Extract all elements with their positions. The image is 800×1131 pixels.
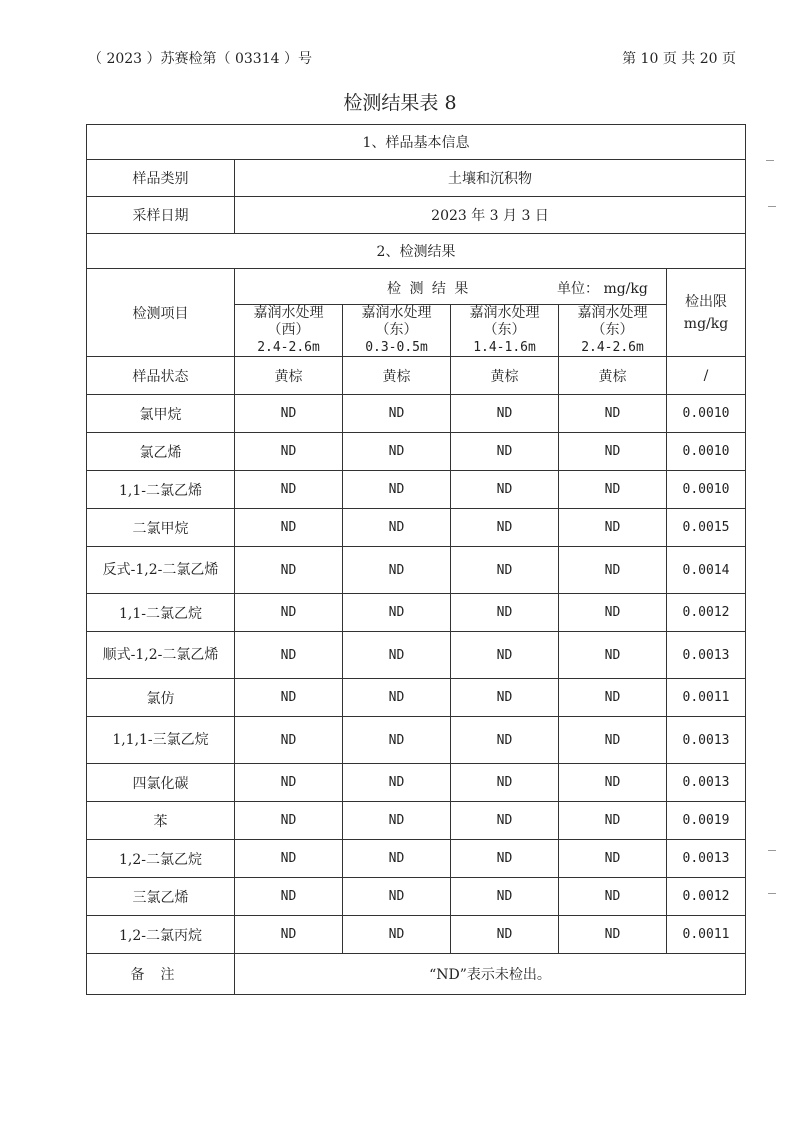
result-value: ND bbox=[451, 433, 559, 471]
table-row bbox=[87, 594, 746, 632]
result-value: ND bbox=[343, 878, 451, 916]
section-results-heading: 2、检测结果 bbox=[87, 234, 746, 269]
table-row bbox=[87, 764, 746, 802]
result-value: ND bbox=[451, 802, 559, 840]
result-value: ND bbox=[559, 632, 667, 679]
note-text: “ND”表示未检出。 bbox=[235, 954, 746, 995]
result-value: ND bbox=[559, 802, 667, 840]
result-value: ND bbox=[235, 547, 343, 594]
result-value: ND bbox=[235, 433, 343, 471]
scan-mark bbox=[768, 206, 776, 207]
result-value: ND bbox=[559, 547, 667, 594]
sample-header-1 bbox=[235, 305, 343, 357]
sampling-date-value: 2023 年 3 月 3 日 bbox=[235, 197, 746, 234]
table-row bbox=[87, 717, 746, 764]
sample-depth: 2.4-2.6m bbox=[257, 340, 320, 355]
item-name: 1,1-二氯乙烷 bbox=[87, 594, 235, 632]
result-value: ND bbox=[343, 840, 451, 878]
result-header-cell bbox=[235, 269, 667, 305]
sample-location: （东） bbox=[483, 322, 526, 338]
detection-limit: 0.0012 bbox=[667, 878, 746, 916]
result-value: ND bbox=[559, 395, 667, 433]
result-value: ND bbox=[343, 764, 451, 802]
result-value: ND bbox=[343, 916, 451, 954]
item-name: 氯甲烷 bbox=[87, 395, 235, 433]
result-value: ND bbox=[343, 509, 451, 547]
sample-location: （东） bbox=[375, 322, 418, 338]
result-value: ND bbox=[235, 717, 343, 764]
sample-category-label: 样品类别 bbox=[87, 160, 235, 197]
result-value: ND bbox=[451, 679, 559, 717]
result-value: ND bbox=[235, 632, 343, 679]
result-value: ND bbox=[235, 594, 343, 632]
item-column-header: 检测项目 bbox=[87, 269, 235, 357]
result-value: ND bbox=[559, 717, 667, 764]
sample-name: 嘉润水处理 bbox=[361, 305, 432, 321]
result-value: ND bbox=[343, 632, 451, 679]
result-value: ND bbox=[343, 717, 451, 764]
result-value: ND bbox=[559, 878, 667, 916]
sample-category-value: 土壤和沉积物 bbox=[235, 160, 746, 197]
report-number: （ 2023 ）苏赛检第（ 03314 ）号 bbox=[88, 51, 312, 67]
result-value: ND bbox=[559, 679, 667, 717]
section-basic-info-heading: 1、样品基本信息 bbox=[87, 125, 746, 160]
scan-mark bbox=[766, 160, 774, 161]
result-value: ND bbox=[559, 594, 667, 632]
item-name: 顺式-1,2-二氯乙烯 bbox=[87, 632, 235, 679]
table-row bbox=[87, 632, 746, 679]
state-label: 样品状态 bbox=[87, 357, 235, 395]
result-value: ND bbox=[235, 679, 343, 717]
item-name: 1,1,1-三氯乙烷 bbox=[87, 717, 235, 764]
result-value: ND bbox=[451, 840, 559, 878]
item-name: 1,2-二氯乙烷 bbox=[87, 840, 235, 878]
result-value: ND bbox=[559, 840, 667, 878]
item-name: 三氯乙烯 bbox=[87, 878, 235, 916]
result-value: ND bbox=[343, 471, 451, 509]
result-value: ND bbox=[343, 433, 451, 471]
results-table bbox=[86, 124, 746, 995]
table-row bbox=[87, 471, 746, 509]
result-value: ND bbox=[235, 471, 343, 509]
result-value: ND bbox=[343, 395, 451, 433]
result-value: ND bbox=[235, 840, 343, 878]
result-value: ND bbox=[343, 547, 451, 594]
unit-header: 单位： mg/kg bbox=[557, 281, 648, 297]
item-name: 四氯化碳 bbox=[87, 764, 235, 802]
sample-state-row bbox=[87, 357, 746, 395]
result-value: ND bbox=[235, 802, 343, 840]
scan-mark bbox=[768, 893, 776, 894]
item-name: 氯仿 bbox=[87, 679, 235, 717]
detection-limit: 0.0015 bbox=[667, 509, 746, 547]
table-row bbox=[87, 878, 746, 916]
page-info: 第 10 页 共 20 页 bbox=[622, 51, 736, 67]
table-row bbox=[87, 840, 746, 878]
table-row bbox=[87, 547, 746, 594]
result-value: ND bbox=[235, 395, 343, 433]
item-name: 二氯甲烷 bbox=[87, 509, 235, 547]
table-row bbox=[87, 802, 746, 840]
table-row bbox=[87, 916, 746, 954]
table-row bbox=[87, 679, 746, 717]
detection-limit: 0.0013 bbox=[667, 764, 746, 802]
result-value: ND bbox=[559, 509, 667, 547]
detection-limit: 0.0013 bbox=[667, 840, 746, 878]
state-value: 黄棕 bbox=[235, 357, 343, 395]
detection-limit: 0.0010 bbox=[667, 471, 746, 509]
sample-name: 嘉润水处理 bbox=[469, 305, 540, 321]
note-row bbox=[87, 954, 746, 995]
result-value: ND bbox=[235, 509, 343, 547]
note-label: 备注 bbox=[87, 954, 235, 995]
detection-limit: 0.0010 bbox=[667, 395, 746, 433]
table-row bbox=[87, 433, 746, 471]
result-value: ND bbox=[559, 764, 667, 802]
result-value: ND bbox=[559, 916, 667, 954]
table-row bbox=[87, 509, 746, 547]
sample-location: （西） bbox=[267, 322, 310, 338]
item-name: 反式-1,2-二氯乙烯 bbox=[87, 547, 235, 594]
table-row bbox=[87, 395, 746, 433]
result-value: ND bbox=[451, 632, 559, 679]
table-title: 检测结果表 8 bbox=[343, 92, 457, 114]
state-value: 黄棕 bbox=[451, 357, 559, 395]
result-header: 检 测 结 果 bbox=[387, 281, 471, 297]
limit-column-header: 检出限 mg/kg bbox=[667, 269, 746, 357]
item-name: 1,1-二氯乙烯 bbox=[87, 471, 235, 509]
item-name: 氯乙烯 bbox=[87, 433, 235, 471]
result-value: ND bbox=[451, 594, 559, 632]
result-value: ND bbox=[451, 764, 559, 802]
sampling-date-label: 采样日期 bbox=[87, 197, 235, 234]
detection-limit: 0.0011 bbox=[667, 916, 746, 954]
state-value: 黄棕 bbox=[559, 357, 667, 395]
detection-limit: 0.0011 bbox=[667, 679, 746, 717]
sample-header-2 bbox=[343, 305, 451, 357]
result-value: ND bbox=[451, 395, 559, 433]
sample-depth: 1.4-1.6m bbox=[473, 340, 536, 355]
sample-header-4 bbox=[559, 305, 667, 357]
result-value: ND bbox=[343, 679, 451, 717]
result-value: ND bbox=[343, 802, 451, 840]
detection-limit: 0.0013 bbox=[667, 717, 746, 764]
result-value: ND bbox=[451, 916, 559, 954]
result-value: ND bbox=[235, 878, 343, 916]
result-value: ND bbox=[451, 878, 559, 916]
result-value: ND bbox=[451, 547, 559, 594]
item-name: 苯 bbox=[87, 802, 235, 840]
sample-header-3 bbox=[451, 305, 559, 357]
detection-limit: 0.0010 bbox=[667, 433, 746, 471]
result-value: ND bbox=[559, 433, 667, 471]
result-value: ND bbox=[343, 594, 451, 632]
sample-name: 嘉润水处理 bbox=[577, 305, 648, 321]
result-value: ND bbox=[559, 471, 667, 509]
state-value: 黄棕 bbox=[343, 357, 451, 395]
result-value: ND bbox=[451, 509, 559, 547]
result-value: ND bbox=[235, 916, 343, 954]
detection-limit: 0.0012 bbox=[667, 594, 746, 632]
result-value: ND bbox=[451, 717, 559, 764]
sample-depth: 0.3-0.5m bbox=[365, 340, 428, 355]
scan-mark bbox=[768, 850, 776, 851]
state-limit: / bbox=[667, 357, 746, 395]
detection-limit: 0.0019 bbox=[667, 802, 746, 840]
sample-location: （东） bbox=[591, 322, 634, 338]
item-name: 1,2-二氯丙烷 bbox=[87, 916, 235, 954]
detection-limit: 0.0014 bbox=[667, 547, 746, 594]
sample-name: 嘉润水处理 bbox=[253, 305, 324, 321]
result-value: ND bbox=[451, 471, 559, 509]
result-value: ND bbox=[235, 764, 343, 802]
sample-depth: 2.4-2.6m bbox=[581, 340, 644, 355]
detection-limit: 0.0013 bbox=[667, 632, 746, 679]
